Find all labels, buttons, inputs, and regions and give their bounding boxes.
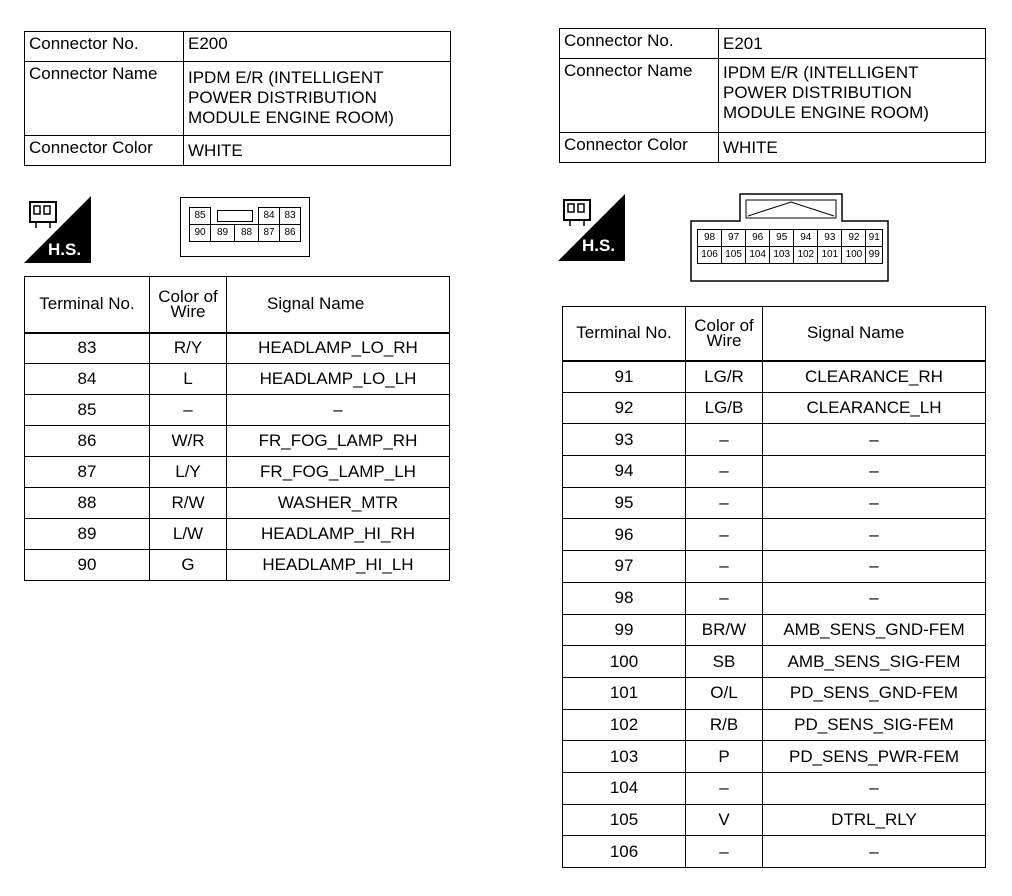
connector-name-line: POWER DISTRIBUTION: [723, 83, 912, 102]
wire-color-cell: L: [150, 364, 227, 395]
table-row: [25, 426, 450, 457]
connector-name-line: IPDM E/R (INTELLIGENT: [188, 68, 384, 87]
wire-color-cell: –: [686, 487, 763, 519]
pin: 86: [280, 225, 301, 242]
terminal-no-cell: 105: [563, 804, 686, 836]
connector-name-line: MODULE ENGINE ROOM): [188, 108, 394, 127]
table-row: [25, 550, 450, 581]
table-row: [25, 457, 450, 488]
left-pin-grid: [189, 207, 301, 242]
table-row: [563, 709, 986, 741]
table-row: [563, 772, 986, 804]
terminal-no-cell: 88: [25, 488, 150, 519]
terminal-no-cell: 93: [563, 424, 686, 456]
signal-name-cell: PD_SENS_PWR-FEM: [763, 741, 986, 773]
wire-color-cell: R/B: [686, 709, 763, 741]
color-header-line: Wire: [170, 302, 206, 322]
pin: 91: [866, 230, 883, 247]
connector-no-label: Connector No.: [560, 29, 719, 59]
signal-name-cell: PD_SENS_GND-FEM: [763, 677, 986, 709]
terminal-no-cell: 89: [25, 519, 150, 550]
terminal-no-cell: 106: [563, 836, 686, 868]
left-connector-face: [180, 197, 310, 257]
wire-color-cell: L/W: [150, 519, 227, 550]
table-row: [563, 677, 986, 709]
signal-name-cell: AMB_SENS_SIG-FEM: [763, 646, 986, 678]
terminal-no-cell: 91: [563, 361, 686, 393]
signal-name-cell: –: [763, 424, 986, 456]
pin: 105: [722, 247, 746, 264]
table-row: [563, 424, 986, 456]
signal-name-cell: FR_FOG_LAMP_LH: [227, 457, 450, 488]
pin: 106: [698, 247, 722, 264]
wire-color-cell: –: [686, 582, 763, 614]
signal-name-header: Signal Name: [227, 277, 450, 333]
signal-name-cell: –: [763, 456, 986, 488]
pin: 102: [794, 247, 818, 264]
wire-color-cell: R/W: [150, 488, 227, 519]
signal-name-cell: FR_FOG_LAMP_RH: [227, 426, 450, 457]
color-header-line: Color of: [158, 287, 218, 307]
connector-no-value: E201: [719, 29, 986, 59]
table-row: [25, 364, 450, 395]
connector-name-value: [184, 62, 451, 136]
terminal-no-cell: 96: [563, 519, 686, 551]
signal-name-cell: –: [763, 551, 986, 583]
terminal-no-cell: 99: [563, 614, 686, 646]
connector-name-label: Connector Name: [560, 59, 719, 133]
wire-color-cell: BR/W: [686, 614, 763, 646]
pin: 98: [698, 230, 722, 247]
wire-color-cell: W/R: [150, 426, 227, 457]
table-row: [563, 614, 986, 646]
signal-name-cell: HEADLAMP_HI_RH: [227, 519, 450, 550]
right-pin-grid: [697, 229, 883, 264]
terminal-no-cell: 85: [25, 395, 150, 426]
terminal-no-cell: 102: [563, 709, 686, 741]
connector-name-line: POWER DISTRIBUTION: [188, 88, 377, 107]
connector-color-value: WHITE: [184, 136, 451, 166]
signal-name-cell: –: [227, 395, 450, 426]
signal-name-cell: HEADLAMP_LO_LH: [227, 364, 450, 395]
pin: 90: [190, 225, 211, 242]
table-row: [563, 551, 986, 583]
wire-color-cell: –: [686, 519, 763, 551]
table-row: [563, 582, 986, 614]
signal-name-cell: PD_SENS_SIG-FEM: [763, 709, 986, 741]
pin: 84: [259, 208, 280, 225]
terminal-no-cell: 95: [563, 487, 686, 519]
pin: 103: [770, 247, 794, 264]
wire-color-cell: –: [686, 551, 763, 583]
terminal-no-cell: 94: [563, 456, 686, 488]
table-row: [563, 392, 986, 424]
left-terminal-table: [24, 276, 450, 581]
table-row: [25, 519, 450, 550]
table-row: [563, 519, 986, 551]
wire-color-cell: R/Y: [150, 333, 227, 364]
table-row: [25, 395, 450, 426]
terminal-no-header: Terminal No.: [563, 307, 686, 361]
table-row: [563, 456, 986, 488]
terminal-no-cell: 87: [25, 457, 150, 488]
signal-name-cell: AMB_SENS_GND-FEM: [763, 614, 986, 646]
wire-color-cell: –: [686, 424, 763, 456]
wire-color-cell: –: [686, 772, 763, 804]
wire-color-cell: –: [686, 456, 763, 488]
terminal-no-cell: 97: [563, 551, 686, 583]
wire-color-cell: G: [150, 550, 227, 581]
pin: 96: [746, 230, 770, 247]
left-hs-icon: [24, 196, 91, 263]
table-row: [563, 836, 986, 868]
pin: 83: [280, 208, 301, 225]
signal-name-cell: –: [763, 519, 986, 551]
connector-no-label: Connector No.: [25, 32, 184, 62]
connector-name-line: MODULE ENGINE ROOM): [723, 103, 929, 122]
connector-color-label: Connector Color: [560, 133, 719, 163]
signal-name-cell: CLEARANCE_LH: [763, 392, 986, 424]
signal-name-cell: HEADLAMP_LO_RH: [227, 333, 450, 364]
hs-label: H.S.: [582, 236, 616, 255]
table-row: [563, 804, 986, 836]
table-row: [563, 741, 986, 773]
color-header-line: Wire: [706, 331, 742, 351]
terminal-no-cell: 101: [563, 677, 686, 709]
terminal-no-cell: 98: [563, 582, 686, 614]
pin: 88: [235, 225, 259, 242]
pin: 100: [842, 247, 866, 264]
wire-color-cell: LG/R: [686, 361, 763, 393]
pin: 94: [794, 230, 818, 247]
pin-key-slot: [211, 208, 259, 225]
wire-color-cell: –: [686, 836, 763, 868]
signal-name-cell: –: [763, 487, 986, 519]
signal-name-cell: HEADLAMP_HI_LH: [227, 550, 450, 581]
connector-color-value: WHITE: [719, 133, 986, 163]
wire-color-cell: SB: [686, 646, 763, 678]
table-row: [563, 487, 986, 519]
pin: 101: [818, 247, 842, 264]
connector-name-label: Connector Name: [25, 62, 184, 136]
signal-name-cell: –: [763, 836, 986, 868]
right-connector-info-table: [559, 28, 986, 163]
terminal-no-cell: 83: [25, 333, 150, 364]
pin: 95: [770, 230, 794, 247]
table-row: [25, 488, 450, 519]
wire-color-cell: LG/B: [686, 392, 763, 424]
right-terminal-table: [562, 306, 986, 868]
pin: 89: [211, 225, 235, 242]
pin: 104: [746, 247, 770, 264]
terminal-no-cell: 104: [563, 772, 686, 804]
signal-name-cell: CLEARANCE_RH: [763, 361, 986, 393]
signal-name-header: Signal Name: [763, 307, 986, 361]
color-of-wire-header: [686, 307, 763, 361]
table-row: [563, 646, 986, 678]
right-hs-icon: [558, 194, 625, 261]
pin: 97: [722, 230, 746, 247]
terminal-no-cell: 92: [563, 392, 686, 424]
pin: 87: [259, 225, 280, 242]
wire-color-cell: –: [150, 395, 227, 426]
terminal-no-cell: 84: [25, 364, 150, 395]
wire-color-cell: L/Y: [150, 457, 227, 488]
terminal-no-header: Terminal No.: [25, 277, 150, 333]
wire-color-cell: V: [686, 804, 763, 836]
color-header-line: Color of: [694, 316, 754, 336]
connector-no-value: E200: [184, 32, 451, 62]
connector-name-line: IPDM E/R (INTELLIGENT: [723, 63, 919, 82]
connector-color-label: Connector Color: [25, 136, 184, 166]
connector-name-value: [719, 59, 986, 133]
pin: 85: [190, 208, 211, 225]
hs-label: H.S.: [48, 240, 82, 259]
terminal-no-cell: 86: [25, 426, 150, 457]
pin: 93: [818, 230, 842, 247]
terminal-no-cell: 100: [563, 646, 686, 678]
signal-name-cell: WASHER_MTR: [227, 488, 450, 519]
table-row: [25, 333, 450, 364]
signal-name-cell: DTRL_RLY: [763, 804, 986, 836]
pin: 99: [866, 247, 883, 264]
wire-color-cell: P: [686, 741, 763, 773]
signal-name-cell: –: [763, 582, 986, 614]
terminal-no-cell: 90: [25, 550, 150, 581]
terminal-no-cell: 103: [563, 741, 686, 773]
pin: 92: [842, 230, 866, 247]
left-connector-info-table: [24, 31, 451, 166]
signal-name-cell: –: [763, 772, 986, 804]
table-row: [563, 361, 986, 393]
color-of-wire-header: [150, 277, 227, 333]
wire-color-cell: O/L: [686, 677, 763, 709]
